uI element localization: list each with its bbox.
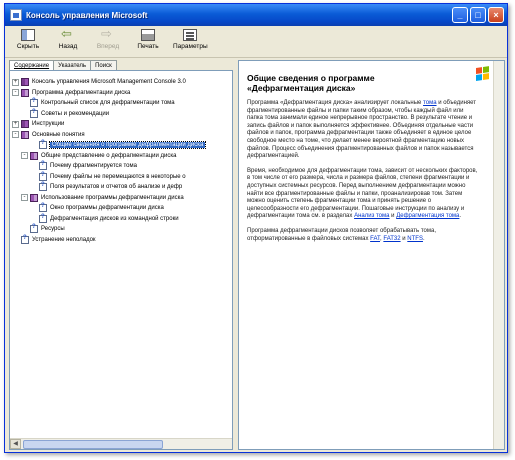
book-icon	[21, 120, 29, 128]
p3-text-a: Программа дефрагментации дисков позволяет обрабатывать тома, отформатированные в файловых системах	[247, 227, 436, 242]
tree-item-label: Программа дефрагментации диска	[32, 89, 131, 96]
link-defragment-volume[interactable]: Дефрагментация тома	[396, 213, 460, 220]
tab-search[interactable]: Поиск	[90, 60, 117, 70]
window-title: Консоль управления Microsoft	[26, 10, 148, 20]
p1-text-a: Программа «Дефрагментация диска» анализирует локальные	[247, 100, 422, 106]
contents-tree	[12, 77, 233, 245]
collapse-icon[interactable]: -	[12, 89, 19, 96]
horizontal-scrollbar[interactable]	[10, 438, 232, 449]
mmc-help-window	[4, 3, 508, 453]
forward-label: Вперед	[96, 43, 120, 50]
book-open-icon	[21, 89, 29, 97]
forward-button[interactable]	[93, 29, 123, 50]
printer-icon	[141, 29, 155, 41]
tab-index[interactable]: Указатель	[53, 60, 91, 70]
paragraph-2	[247, 168, 479, 221]
expand-icon[interactable]: +	[13, 78, 18, 85]
tree-item[interactable]	[12, 77, 233, 88]
back-arrow-icon	[61, 29, 75, 41]
minimize-button[interactable]: _	[452, 7, 468, 23]
link-fat32[interactable]: FAT32	[383, 235, 401, 242]
options-icon	[183, 29, 197, 41]
tree-item[interactable]	[12, 88, 233, 99]
tree-item-label: Инструкции	[32, 121, 65, 128]
hide-button[interactable]	[13, 29, 43, 50]
collapse-icon[interactable]: -	[12, 131, 19, 138]
help-page-icon	[39, 215, 47, 223]
forward-arrow-icon	[101, 29, 115, 41]
tree-spacer	[12, 236, 19, 243]
tree-item[interactable]	[12, 203, 233, 214]
p1-text-b: и объединяет фрагментированные файлы и папки таким образом, чтобы каждый файл или папка тома занимали единое непрерывное пространство. В результате чтение и запись файлов и папок выполняется эффективнее. Объединяя отдельные части файлов и папок, программа дефрагментации также объединяет в единое целое свободное место на томе, что делает менее вероятной фрагментацию новых файлов. Процесс объединения фрагментированных файлов и папок называется дефрагментацией.	[247, 100, 477, 160]
tree-item[interactable]	[12, 109, 233, 120]
collapse-icon[interactable]: -	[21, 152, 28, 159]
link-ntfs[interactable]: NTFS	[407, 235, 423, 242]
tree-item-label: Общие сведения о программе дефрагментации диска	[52, 142, 204, 149]
help-page-icon	[21, 236, 29, 244]
tree-item-label: Почему файлы не перемещаются в некоторые о	[50, 173, 186, 180]
options-button[interactable]	[173, 29, 208, 50]
vertical-scrollbar[interactable]	[493, 61, 504, 449]
help-page-icon	[39, 162, 47, 170]
tab-contents[interactable]: Содержание	[9, 60, 54, 71]
print-button[interactable]	[133, 29, 163, 50]
paragraph-3: Программа дефрагментации дисков позволяет обрабатывать тома, отформатированные в файловых системах FAT, FAT32 и NTFS.	[247, 227, 436, 242]
close-button[interactable]: ×	[488, 7, 504, 23]
tree-item[interactable]	[12, 193, 233, 204]
tree-item[interactable]	[12, 119, 233, 130]
tree-item-label: Советы и рекомендации	[41, 110, 110, 117]
tree-item-label: Ресурсы	[41, 226, 65, 233]
navigation-pane	[9, 60, 233, 450]
tree-spacer	[30, 142, 37, 149]
title-bar[interactable]	[5, 4, 507, 26]
tree-item[interactable]	[12, 151, 233, 162]
tree-item-label: Использование программы дефрагментации диска	[41, 194, 184, 201]
tree-item[interactable]	[12, 140, 233, 151]
tree-item-label: Дефрагментация дисков из командной строки	[50, 215, 179, 222]
tree-item[interactable]	[12, 98, 233, 109]
tree-spacer	[21, 100, 28, 107]
tree-item[interactable]	[12, 182, 233, 193]
tree-item[interactable]	[12, 214, 233, 225]
book-open-icon	[30, 194, 38, 202]
topic-content	[247, 69, 479, 243]
help-page-icon	[30, 110, 38, 118]
tree-item[interactable]	[12, 130, 233, 141]
print-label: Печать	[137, 43, 159, 50]
tree-item-label: Поля результатов и отчетов об анализе и дефр	[50, 184, 183, 191]
tree-spacer	[30, 184, 37, 191]
help-page-icon	[30, 225, 38, 233]
book-open-icon	[30, 152, 38, 160]
app-icon	[10, 9, 22, 21]
topic-title: Общие сведения о программе «Дефрагментация диска»	[247, 73, 375, 93]
tree-item-label: Устранение неполадок	[32, 236, 96, 243]
link-fat[interactable]: FAT	[370, 235, 381, 242]
help-page-icon	[39, 204, 47, 212]
tree-item-label: Почему фрагментируется тома	[50, 163, 137, 170]
tree-spacer	[30, 205, 37, 212]
tree-item-label: Контрольный список для дефрагментации тома	[41, 100, 175, 107]
hide-label: Скрыть	[16, 43, 40, 50]
tree-spacer	[21, 226, 28, 233]
expand-icon[interactable]: +	[13, 120, 18, 127]
p2-text-a: Время, необходимое для дефрагментации тома, зависит от нескольких факторов, в том числе от его размера, числа и размера файлов, степени фрагментации и доступных системных ресурсов. Перед выполнением дефрагментации можно найти все фрагментированные файлы и папки, проанализировав том. Затем можно оценить степень фрагментации тома и принять решение о целесообразности его дефрагментации. Пошаговые инструкции по анализу и дефрагментации тома см. в разделах	[247, 167, 478, 220]
tree-item[interactable]	[12, 224, 233, 235]
collapse-icon[interactable]: -	[21, 194, 28, 201]
toolbar	[5, 26, 507, 58]
tree-spacer	[30, 215, 37, 222]
topic-pane	[238, 60, 505, 450]
tree-item-label: Консоль управления Microsoft Management Console 3.0	[32, 79, 186, 86]
scroll-left-icon[interactable]: ◀	[10, 439, 21, 449]
tree-spacer	[21, 110, 28, 117]
contents-tree-panel	[9, 70, 233, 450]
p3-text-end: .	[422, 235, 425, 242]
link-volume[interactable]: тома	[423, 100, 437, 106]
book-open-icon	[21, 131, 29, 139]
p3-text-mid: и	[402, 235, 406, 242]
book-icon	[21, 78, 29, 86]
help-page-icon	[39, 141, 47, 149]
options-label: Параметры	[173, 43, 208, 50]
help-page-icon	[39, 183, 47, 191]
help-page-icon	[39, 173, 47, 181]
back-button[interactable]	[53, 29, 83, 50]
hide-pane-icon	[21, 29, 35, 41]
p2-text-mid: и	[391, 213, 395, 220]
maximize-button[interactable]: □	[470, 7, 486, 23]
tree-item[interactable]	[12, 161, 233, 172]
p2-text-end: .	[459, 213, 462, 220]
help-page-icon	[30, 99, 38, 107]
tree-item[interactable]	[12, 235, 233, 246]
paragraph-1	[247, 100, 479, 161]
tree-item-label: Основные понятия	[32, 131, 85, 138]
back-label: Назад	[58, 43, 78, 50]
window-controls	[452, 7, 504, 23]
tree-spacer	[30, 163, 37, 170]
tree-item-label: Общие представление о дефрагментации диска	[41, 152, 177, 159]
tree-spacer	[30, 173, 37, 180]
scroll-thumb[interactable]	[23, 440, 163, 449]
tree-item[interactable]	[12, 172, 233, 183]
tree-item-label: Окно программы дефрагментации диска	[50, 205, 164, 212]
link-analyze-volume[interactable]: Анализ тома	[354, 213, 390, 220]
